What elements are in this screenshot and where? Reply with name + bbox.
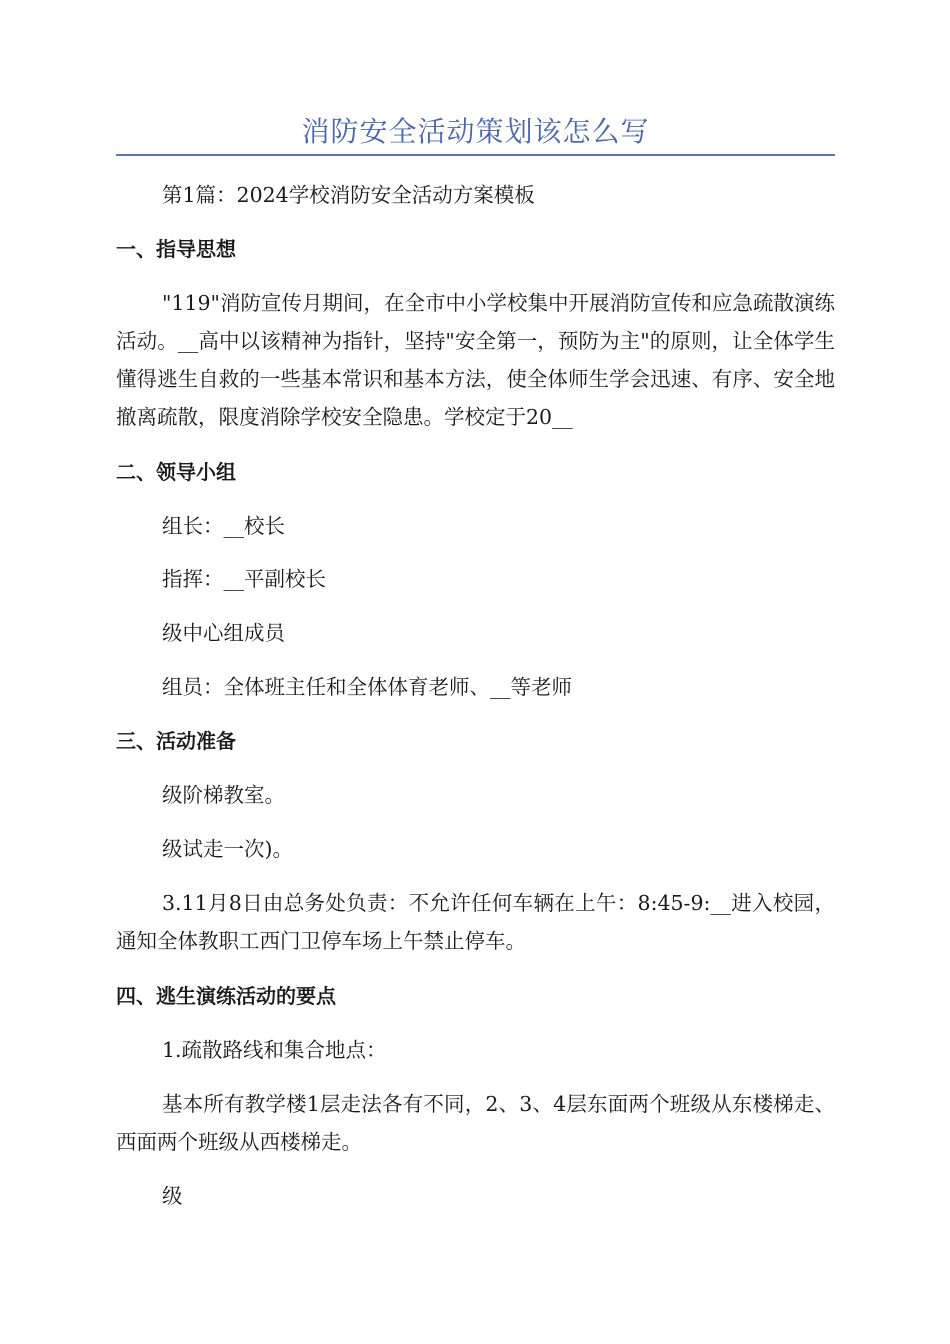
preparation-item-2: 级试走一次)。	[162, 837, 293, 861]
section-heading-preparation: 三、活动准备	[116, 729, 236, 753]
leadership-item-commander: 指挥：__平副校长	[162, 567, 326, 591]
document-title: 消防安全活动策划该怎么写	[301, 115, 650, 148]
section-body-guiding-ideology: "119"消防宣传月期间，在全市中小学校集中开展消防宣传和应急疏散演练活动。__高中以该精神为指针，坚持"安全第一，预防为主"的原则，让全体学生懂得逃生自救的一些基本常识和基本方法，使全体师生学会迅速、有序、安全地撤离疏散，限度消除学校安全隐患。学校定于20__	[116, 291, 835, 429]
drill-route-description: 基本所有教学楼1层走法各有不同，2、3、4层东面两个班级从东楼梯走、西面两个班级从西楼梯走。	[116, 1092, 835, 1154]
section-heading-drill-points: 四、逃生演练活动的要点	[116, 984, 336, 1008]
section-heading-guiding-ideology: 一、指导思想	[116, 237, 236, 261]
leadership-item-core-members: 级中心组成员	[162, 621, 285, 645]
title-underline	[116, 154, 835, 156]
drill-point-1: 1.疏散路线和集合地点：	[162, 1038, 387, 1062]
preparation-item-3: 3.11月8日由总务处负责：不允许任何车辆在上午：8:45-9:__进入校园，通知全体教职工西门卫停车场上午禁止停车。	[116, 891, 835, 953]
trailing-fragment: 级	[162, 1184, 183, 1208]
document-subtitle: 第1篇：2024学校消防安全活动方案模板	[162, 183, 535, 207]
section-heading-leadership-group: 二、领导小组	[116, 460, 236, 484]
leadership-item-leader: 组长：__校长	[162, 514, 285, 538]
leadership-item-members: 组员：全体班主任和全体体育老师、__等老师	[162, 675, 572, 699]
preparation-item-1: 级阶梯教室。	[162, 783, 285, 807]
